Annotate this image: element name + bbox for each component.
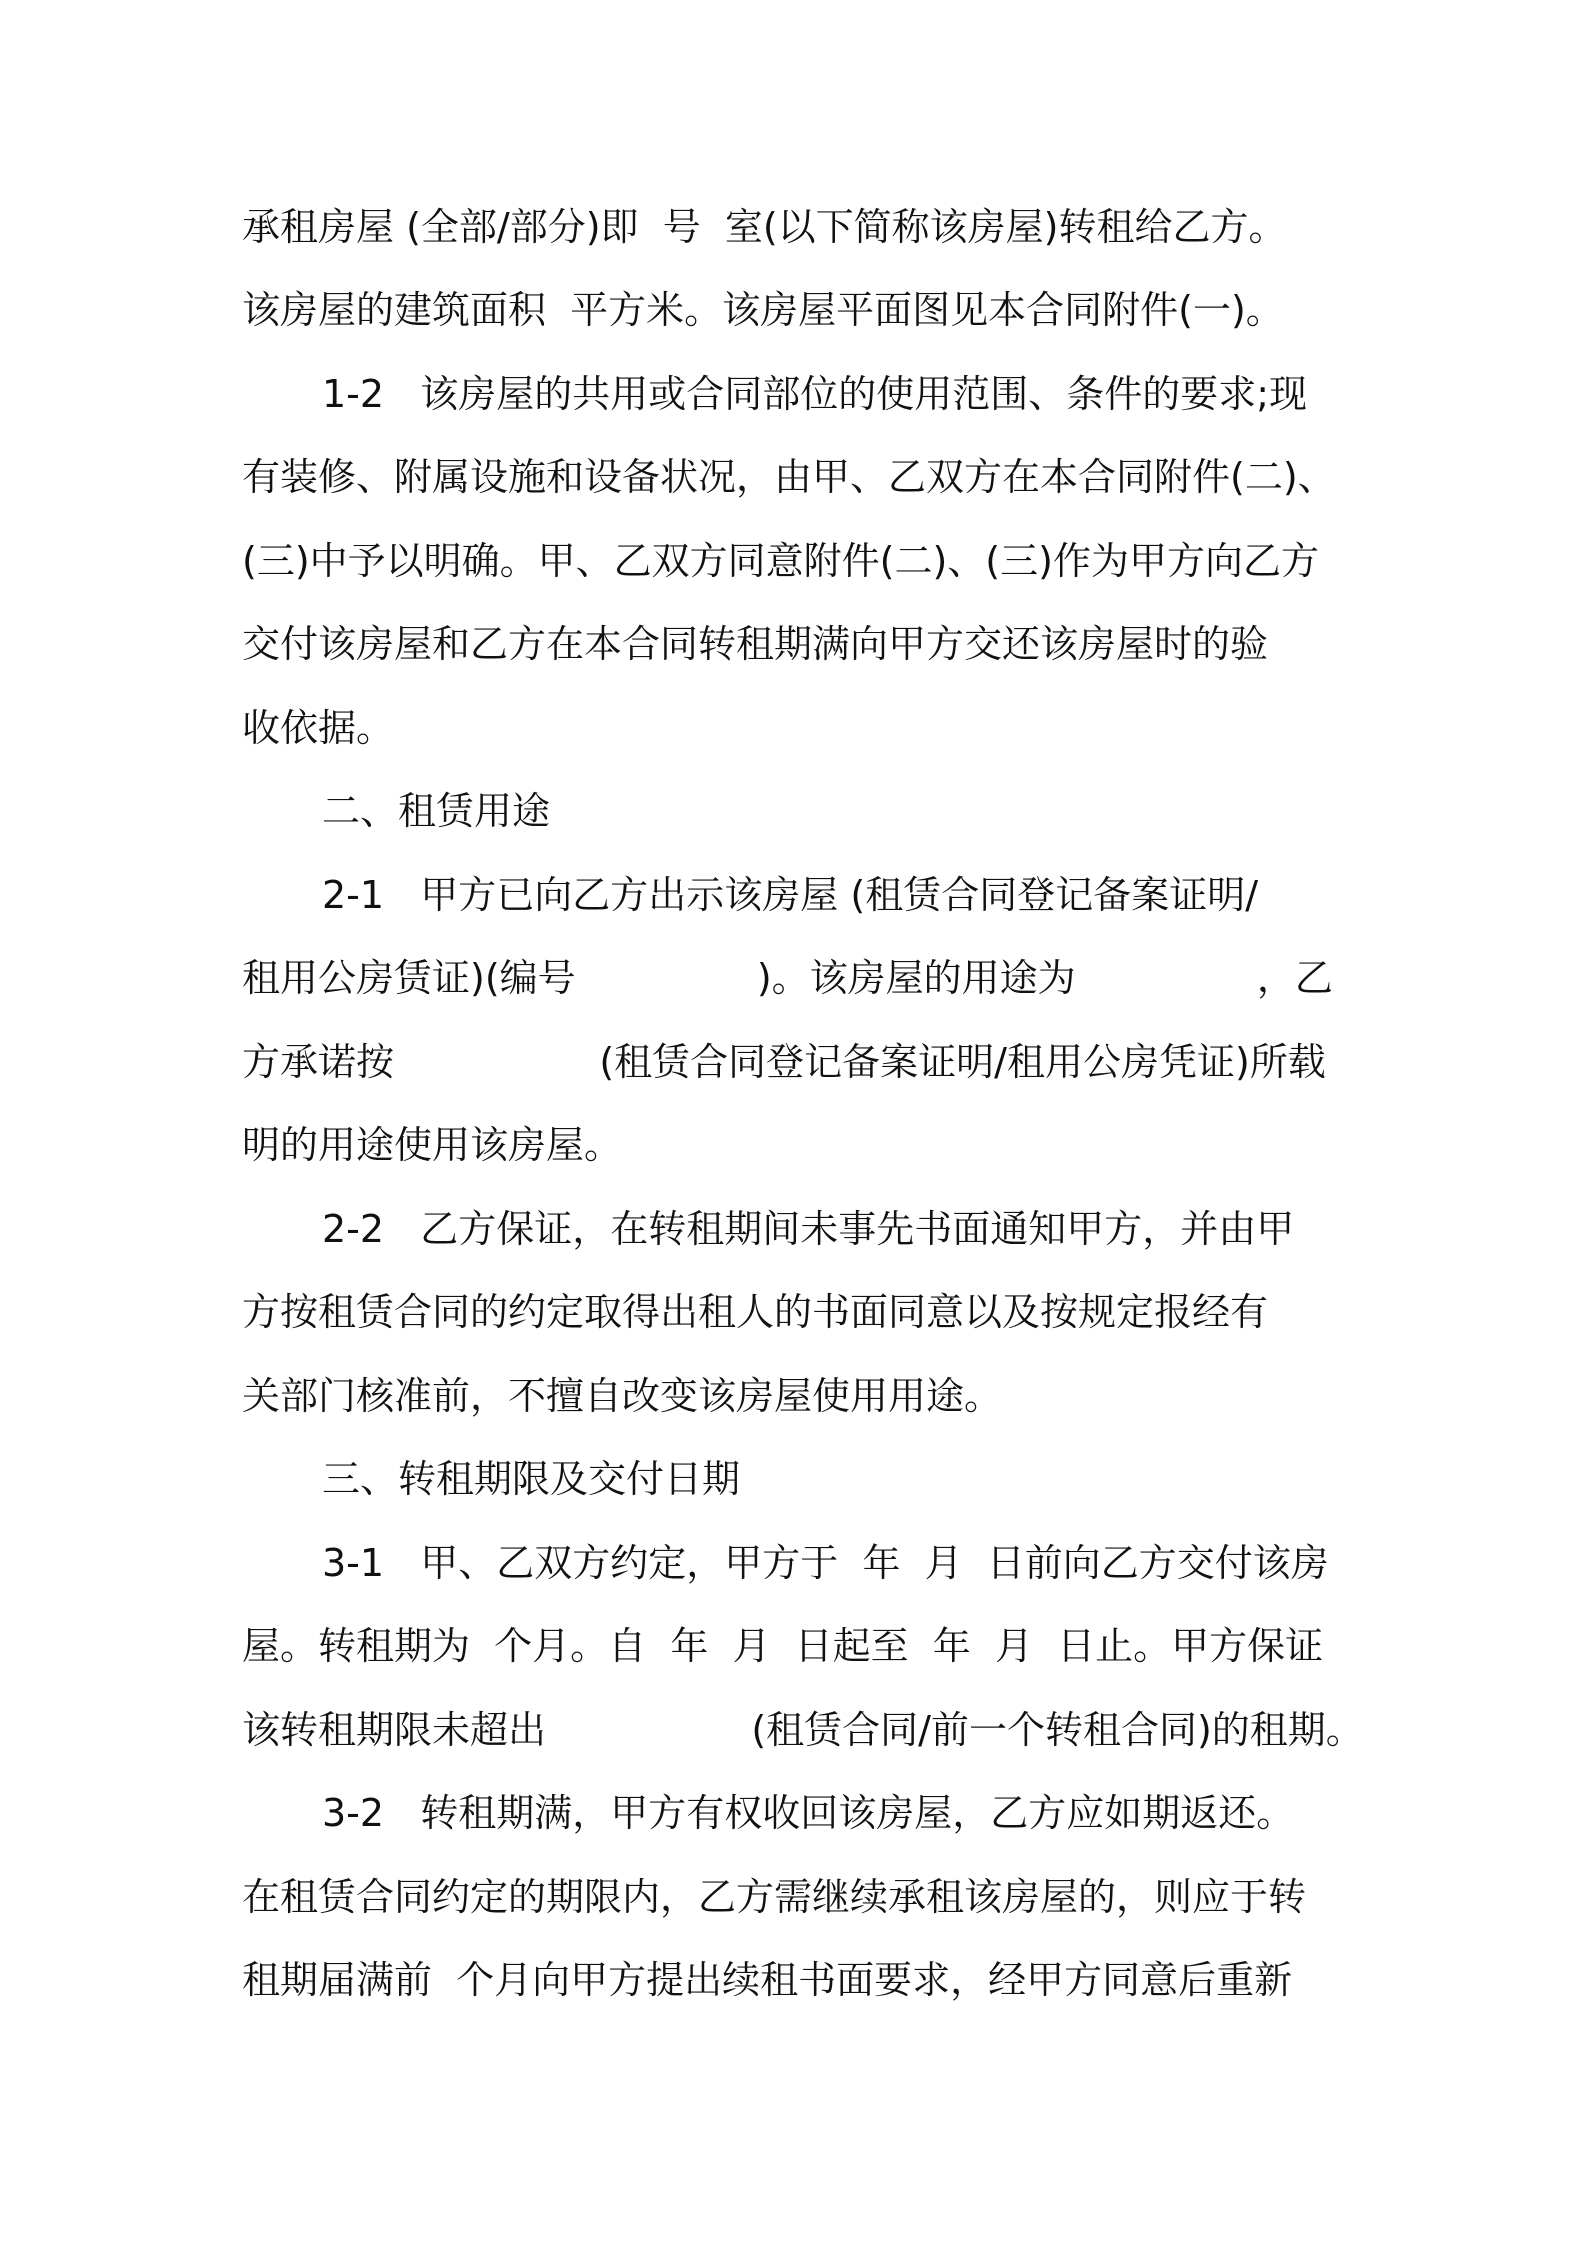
text-line-10: 租用公房赁证)(编号 )。该房屋的用途为 ，乙 xyxy=(242,956,1333,1000)
text-line-18: 屋。转租期为 个月。自 年 月 日起至 年 月 日止。甲方保证 xyxy=(242,1624,1324,1668)
text-line-2: 该房屋的建筑面积 平方米。该房屋平面图见本合同附件(一)。 xyxy=(242,288,1284,332)
text-line-6: 交付该房屋和乙方在本合同转租期满向甲方交还该房屋时的验 xyxy=(242,622,1269,666)
text-line-9: 2-1 甲方已向乙方出示该房屋 (租赁合同登记备案证明/ xyxy=(322,873,1259,917)
text-line-15: 关部门核准前，不擅自改变该房屋使用用途。 xyxy=(242,1374,1003,1418)
text-line-14: 方按租赁合同的约定取得出租人的书面同意以及按规定报经有 xyxy=(242,1290,1269,1334)
text-line-13: 2-2 乙方保证，在转租期间未事先书面通知甲方，并由甲 xyxy=(322,1207,1295,1251)
text-line-17: 3-1 甲、乙双方约定，甲方于 年 月 日前向乙方交付该房 xyxy=(322,1541,1329,1585)
text-line-22: 租期届满前 个月向甲方提出续租书面要求，经甲方同意后重新 xyxy=(242,1958,1293,2002)
text-line-20: 3-2 转租期满，甲方有权收回该房屋，乙方应如期返还。 xyxy=(322,1791,1295,1835)
text-line-1: 承租房屋 (全部/部分)即 号 室(以下简称该房屋)转租给乙方。 xyxy=(242,205,1287,249)
text-line-3: 1-2 该房屋的共用或合同部位的使用范围、条件的要求;现 xyxy=(322,372,1308,416)
text-line-12: 明的用途使用该房屋。 xyxy=(242,1123,623,1167)
text-line-5: (三)中予以明确。甲、乙双方同意附件(二)、(三)作为甲方向乙方 xyxy=(242,539,1319,583)
text-line-11: 方承诺按 (租赁合同登记备案证明/租用公房凭证)所载 xyxy=(242,1040,1326,1084)
text-line-19: 该转租期限未超出 (租赁合同/前一个转租合同)的租期。 xyxy=(242,1708,1364,1752)
text-line-7: 收依据。 xyxy=(242,706,395,750)
section-heading-3: 三、转租期限及交付日期 xyxy=(322,1457,741,1501)
text-line-4: 有装修、附属设施和设备状况，由甲、乙双方在本合同附件(二)、 xyxy=(242,455,1336,499)
section-heading-2: 二、租赁用途 xyxy=(322,789,551,833)
text-line-21: 在租赁合同约定的期限内，乙方需继续承租该房屋的，则应于转 xyxy=(242,1875,1307,1919)
